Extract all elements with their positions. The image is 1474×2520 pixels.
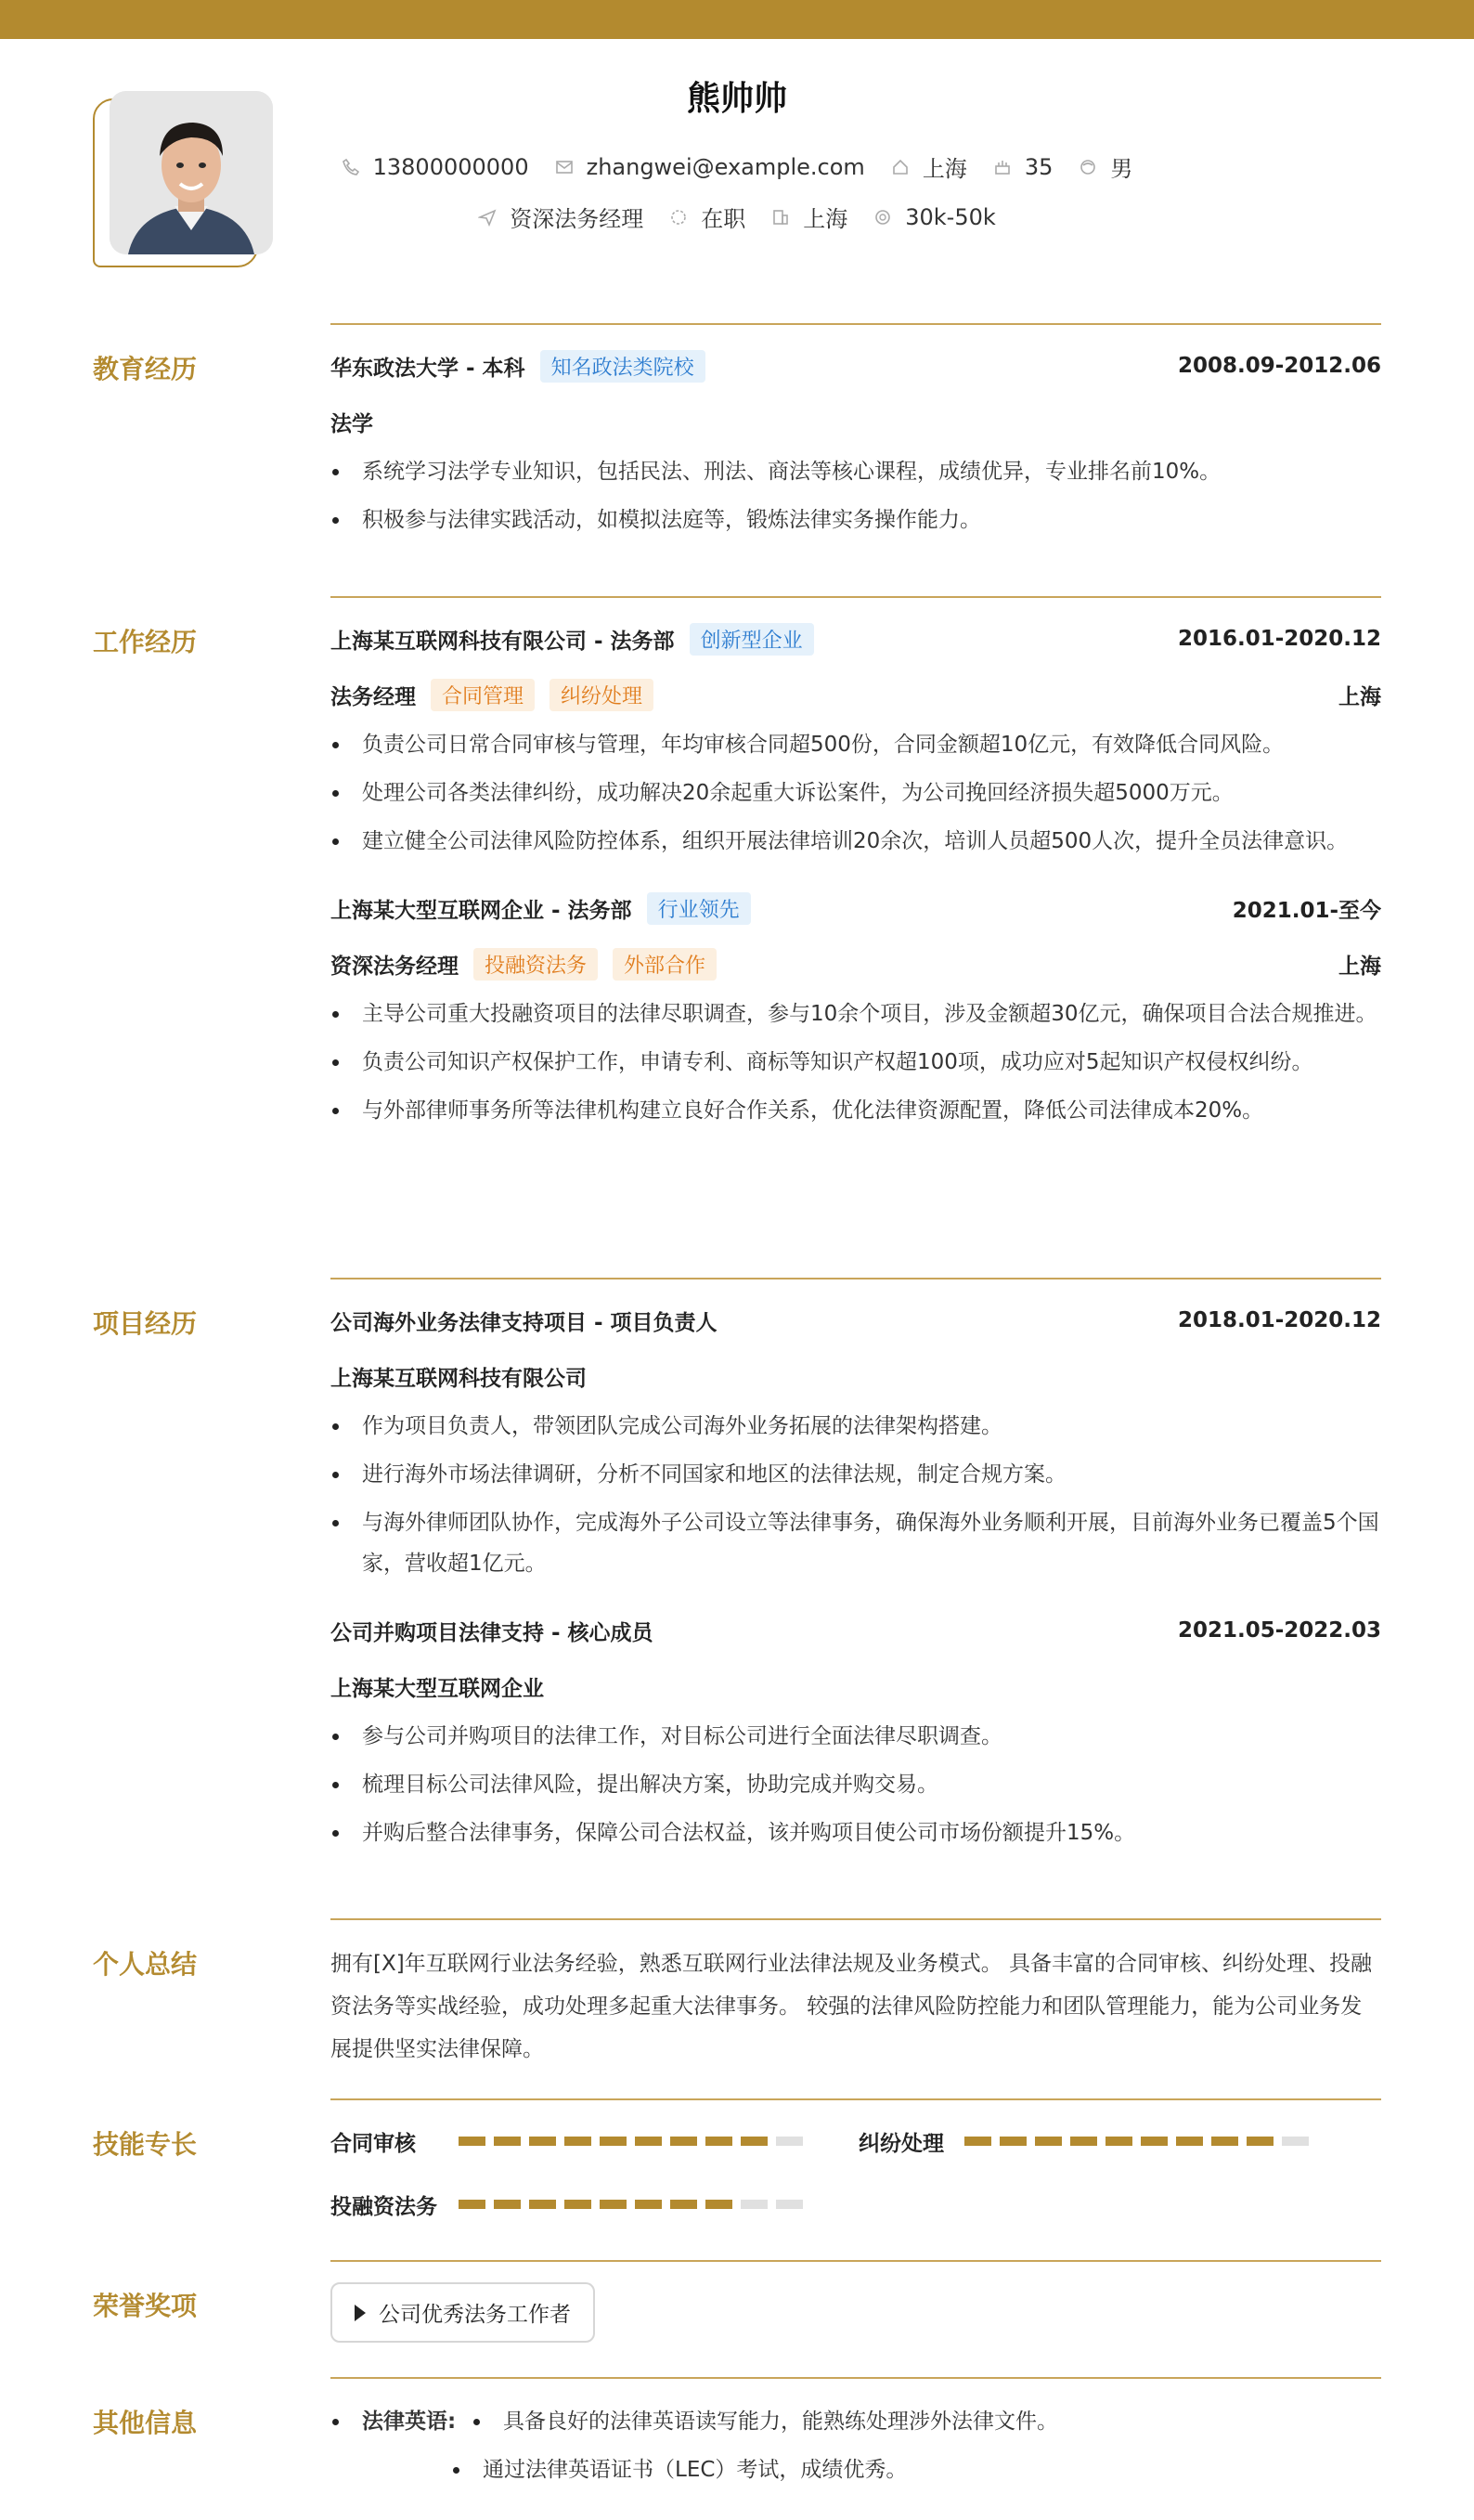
school-tag: 知名政法类院校 <box>540 350 705 383</box>
status-icon <box>669 208 688 227</box>
education-head-left <box>330 350 705 383</box>
gender-text: 男 <box>1110 156 1133 182</box>
project-org-head <box>330 1357 1381 1395</box>
other-subitems <box>330 2449 1381 2490</box>
section-title-education: 教育经历 <box>93 354 198 384</box>
company-tag: 行业领先 <box>647 892 751 925</box>
work-content <box>330 620 1381 1138</box>
skill-name: 合同审核 <box>330 2131 416 2156</box>
project-head <box>330 1302 1381 1339</box>
skill-segment <box>494 2137 521 2146</box>
skill-level-bar <box>459 2137 803 2146</box>
skill-segment <box>1070 2137 1097 2146</box>
skill-segment <box>529 2200 556 2209</box>
company-name: 上海某互联网科技有限公司 - 法务部 <box>330 629 675 654</box>
honors-content <box>330 2282 1381 2343</box>
other-items <box>472 2401 1058 2449</box>
section-divider <box>330 1918 1381 1920</box>
education-bullets <box>330 451 1381 540</box>
role-tag: 外部合作 <box>613 948 717 981</box>
award-label: 公司优秀法务工作者 <box>379 2303 571 2327</box>
role-name: 法务经理 <box>330 684 416 709</box>
major-head <box>330 403 1381 440</box>
age-text: 35 <box>1024 153 1054 180</box>
list-item: 进行海外市场法律调研，分析不同国家和地区的法律法规，制定合规方案。 <box>330 1454 1381 1495</box>
role-tag: 合同管理 <box>431 679 535 711</box>
work-entry <box>330 890 1381 1131</box>
contact-row <box>0 150 1474 183</box>
skill-name: 投融资法务 <box>330 2194 437 2219</box>
education-content <box>330 347 1381 548</box>
work-location: 上海 <box>1338 684 1381 709</box>
work-period: 2016.01-2020.12 <box>1177 627 1381 651</box>
project-head <box>330 1612 1381 1649</box>
project-org: 上海某互联网科技有限公司 <box>330 1366 587 1391</box>
project-entry <box>330 1302 1381 1584</box>
education-period: 2008.09-2012.06 <box>1177 354 1381 378</box>
list-item: 与外部律师事务所等法律机构建立良好合作关系，优化法律资源配置，降低公司法律成本20%。 <box>330 1090 1381 1131</box>
role-name: 资深法务经理 <box>330 954 459 979</box>
list-item: 参与公司并购项目的法律工作，对目标公司进行全面法律尽职调查。 <box>330 1716 1381 1757</box>
education-head <box>330 347 1381 384</box>
skill-segment <box>459 2200 485 2209</box>
email-address: zhangwei@example.com <box>586 153 865 180</box>
candidate-name: 熊帅帅 <box>686 80 787 118</box>
skill-segment <box>741 2200 768 2209</box>
skills-row <box>330 2186 1381 2223</box>
list-item: 负责公司日常合同审核与管理，年均审核合同超500份，合同金额超10亿元，有效降低合同风险。 <box>330 724 1381 765</box>
role-head-left <box>330 679 653 711</box>
project-content <box>330 1302 1381 1861</box>
mail-icon <box>555 158 574 176</box>
work-period: 2021.01-至今 <box>1232 898 1381 923</box>
list-item: 与海外律师团队协作，完成海外子公司设立等法律事务，确保海外业务顺利开展，目前海外业务已覆盖5个国家，营收超1亿元。 <box>330 1502 1381 1584</box>
section-divider <box>330 596 1381 598</box>
work-bullets <box>330 994 1381 1131</box>
skill-segment <box>741 2137 768 2146</box>
list-item: 建立健全公司法律风险防控体系，组织开展法律培训20余次，培训人员超500人次，提升全员法律意识。 <box>330 821 1381 862</box>
salary-text: 30k-50k <box>905 203 996 230</box>
age-item <box>993 154 1054 180</box>
project-entry <box>330 1612 1381 1853</box>
role-head <box>330 945 1381 982</box>
project-name: 公司并购项目法律支持 - 核心成员 <box>330 1620 653 1645</box>
list-item: 并购后整合法律事务，保障公司合法权益，该并购项目使公司市场份额提升15%。 <box>330 1812 1381 1853</box>
section-title-summary: 个人总结 <box>93 1949 198 1980</box>
skill-segment <box>600 2137 627 2146</box>
skill-segment <box>1035 2137 1062 2146</box>
skill-segment <box>670 2137 697 2146</box>
company-tag: 创新型企业 <box>690 623 814 656</box>
skill-segment <box>964 2137 991 2146</box>
company-name: 上海某大型互联网企业 - 法务部 <box>330 898 632 923</box>
skill-segment <box>1176 2137 1203 2146</box>
work-entry <box>330 620 1381 862</box>
work-head-left <box>330 892 751 925</box>
user-icon <box>1079 158 1097 176</box>
other-label: 法律英语: <box>330 2401 472 2442</box>
project-org-head <box>330 1668 1381 1705</box>
skill-item <box>330 2123 803 2160</box>
skill-item <box>330 2186 1381 2223</box>
section-divider <box>330 1278 1381 1279</box>
section-title-other: 其他信息 <box>93 2408 198 2438</box>
skill-name: 纠纷处理 <box>859 2131 944 2156</box>
email-item <box>555 154 865 180</box>
section-title-project: 项目经历 <box>93 1308 198 1339</box>
skill-segment <box>564 2137 591 2146</box>
list-item: 作为项目负责人，带领团队完成公司海外业务拓展的法律架构搭建。 <box>330 1406 1381 1447</box>
project-name: 公司海外业务法律支持项目 - 项目负责人 <box>330 1310 718 1335</box>
major-name: 法学 <box>330 411 373 436</box>
role-tag: 投融资法务 <box>473 948 598 981</box>
phone-number: 13800000000 <box>372 153 529 180</box>
skill-segment <box>1247 2137 1274 2146</box>
section-title-skills: 技能专长 <box>93 2129 198 2160</box>
skill-segment <box>705 2200 732 2209</box>
project-period: 2021.05-2022.03 <box>1177 1618 1381 1643</box>
project-bullets <box>330 1406 1381 1584</box>
section-title-honors: 荣誉奖项 <box>93 2291 198 2321</box>
cake-icon <box>993 158 1012 176</box>
skill-segment <box>494 2200 521 2209</box>
play-icon <box>355 2305 366 2321</box>
role-head-left <box>330 948 717 981</box>
skill-segment <box>635 2137 662 2146</box>
skills-content <box>330 2123 1381 2223</box>
list-item: 处理公司各类法律纠纷，成功解决20余起重大诉讼案件，为公司挽回经济损失超5000万元。 <box>330 773 1381 813</box>
skill-segment <box>1000 2137 1027 2146</box>
role-tag: 纠纷处理 <box>550 679 653 711</box>
send-icon <box>478 208 497 227</box>
skill-segment <box>776 2137 803 2146</box>
skill-level-bar <box>459 2200 803 2209</box>
work-head <box>330 620 1381 657</box>
position-item <box>478 201 643 233</box>
skills-row <box>330 2123 1381 2160</box>
school-name: 华东政法大学 - 本科 <box>330 356 525 381</box>
work-bullets <box>330 724 1381 862</box>
skill-segment <box>1282 2137 1309 2146</box>
phone-item <box>342 154 529 180</box>
role-head <box>330 676 1381 713</box>
top-accent-bar <box>0 0 1474 39</box>
skill-segment <box>600 2200 627 2209</box>
gender-item <box>1079 150 1132 183</box>
summary-text: 拥有[X]年互联网行业法务经验，熟悉互联网行业法律法规及业务模式。 具备丰富的合同审核、纠纷处理、投融资法务等实战经验，成功处理多起重大法律事务。 较强的法律风险防控能力和团队管理能力，能为公司业务发展提供坚实法律保障。 <box>330 1952 1373 2061</box>
award-item[interactable] <box>330 2282 595 2343</box>
location-item <box>891 150 967 183</box>
home-icon <box>891 158 910 176</box>
coin-icon <box>873 208 892 227</box>
list-item: 系统学习法学专业知识，包括民法、刑法、商法等核心课程，成绩优异，专业排名前10%。 <box>330 451 1381 492</box>
section-title-work: 工作经历 <box>93 627 198 657</box>
work-location: 上海 <box>1338 954 1381 979</box>
summary-content <box>330 1942 1381 2071</box>
list-item: 梳理目标公司法律风险，提出解决方案，协助完成并购交易。 <box>330 1764 1381 1805</box>
city-text: 上海 <box>803 206 848 232</box>
position-text: 资深法务经理 <box>510 206 644 232</box>
skill-segment <box>564 2200 591 2209</box>
project-org: 上海某大型互联网企业 <box>330 1676 544 1701</box>
city-item <box>771 201 847 233</box>
salary-item <box>873 204 996 230</box>
building-icon <box>771 208 790 227</box>
skill-level-bar <box>964 2137 1309 2146</box>
other-content <box>330 2401 1381 2498</box>
list-item: 主导公司重大投融资项目的法律尽职调查，参与10余个项目，涉及金额超30亿元，确保项目合法合规推进。 <box>330 994 1381 1034</box>
section-divider <box>330 2098 1381 2100</box>
status-text: 在职 <box>701 206 746 232</box>
skill-segment <box>1141 2137 1168 2146</box>
work-head <box>330 890 1381 927</box>
skill-segment <box>1211 2137 1238 2146</box>
list-item: 具备良好的法律英语读写能力，能熟练处理涉外法律文件。 <box>472 2401 1058 2442</box>
list-item: 积极参与法律实践活动，如模拟法庭等，锻炼法律实务操作能力。 <box>330 500 1381 540</box>
list-item: 负责公司知识产权保护工作，申请专利、商标等知识产权超100项，成功应对5起知识产权侵权纠纷。 <box>330 1042 1381 1083</box>
other-group <box>330 2401 1381 2449</box>
section-divider <box>330 2260 1381 2262</box>
work-head-left <box>330 623 814 656</box>
location-text: 上海 <box>922 156 967 182</box>
project-bullets <box>330 1716 1381 1853</box>
project-period: 2018.01-2020.12 <box>1177 1308 1381 1332</box>
job-info-row <box>0 201 1474 233</box>
skill-item <box>859 2123 1309 2160</box>
phone-icon <box>342 158 360 176</box>
skill-segment <box>670 2200 697 2209</box>
skill-segment <box>459 2137 485 2146</box>
list-item: 通过法律英语证书（LEC）考试，成绩优秀。 <box>451 2449 1381 2490</box>
section-divider <box>330 323 1381 325</box>
skill-segment <box>705 2137 732 2146</box>
skill-segment <box>776 2200 803 2209</box>
skill-segment <box>635 2200 662 2209</box>
skill-segment <box>1106 2137 1132 2146</box>
skill-segment <box>529 2137 556 2146</box>
status-item <box>669 201 745 233</box>
section-divider <box>330 2377 1381 2379</box>
